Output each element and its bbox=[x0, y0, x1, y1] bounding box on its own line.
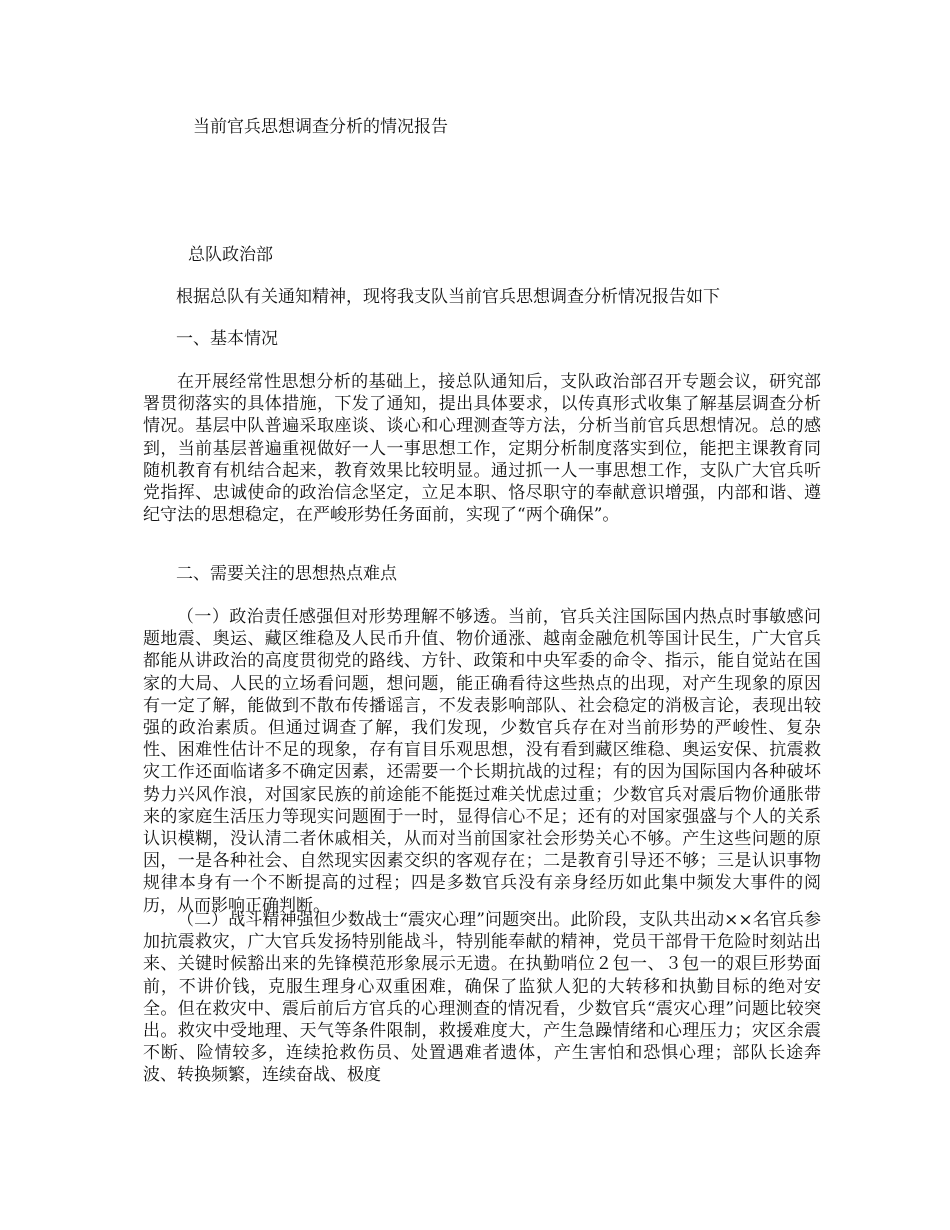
recipient-line: 总队政治部 bbox=[188, 245, 273, 265]
section-heading-hot-topics: 二、需要关注的思想热点难点 bbox=[176, 564, 397, 584]
basic-situation-paragraph: 在开展经常性思想分析的基础上，接总队通知后，支队政治部召开专题会议，研究部署贯彻落实的具体措施，下发了通知，提出具体要求，以传真形式收集了解基层调查分析情况。基层中队普遍采取座谈、谈心和心理测查等方法，分析当前官兵思想情况。总的感到，当前基层普遍重视做好一人一事思想工作，定期分析制度落实到位，能把主课教育同随机教育有机结合起来，教育效果比较明显。通过抓一人一事思想工作，支队广大官兵听党指挥、忠诚使命的政治信念坚定，立足本职、恪尽职守的奉献意识增强，内部和谐、遵纪守法的思想稳定，在严峻形势任务面前，实现了“两个确保”。 bbox=[143, 372, 821, 526]
section-heading-basic-situation: 一、基本情况 bbox=[176, 329, 278, 349]
document-title: 当前官兵思想调查分析的情况报告 bbox=[193, 117, 448, 137]
political-responsibility-paragraph: （一）政治责任感强但对形势理解不够透。当前，官兵关注国际国内热点时事敏感问题地震、奥运、藏区维稳及人民币升值、物价通涨、越南金融危机等国计民生，广大官兵都能从讲政治的高度贯彻党的路线、方针、政策和中央军委的命令、指示，能自觉站在国家的大局、人民的立场看问题，想问题，能正确看待这些热点的出现，对产生现象的原因有一定了解，能做到不散布传播谣言，不发表影响部队、社会稳定的消极言论，表现出较强的政治素质。但通过调查了解，我们发现，少数官兵存在对当前形势的严峻性、复杂性、困难性估计不足的现象，存有盲目乐观思想，没有看到藏区维稳、奥运安保、抗震救灾工作还面临诸多不确定因素，还需要一个长期抗战的过程；有的因为国际国内各种破坏势力兴风作浪，对国家民族的前途能不能挺过难关忧虑过重；少数官兵对震后物价通胀带来的家庭生活压力等现实问题囿于一时，显得信心不足；还有的对国家强盛与个人的关系认识模糊，没认清二者休戚相关，从而对当前国家社会形势关心不够。产生这些问题的原因，一是各种社会、自然现实因素交织的客观存在；二是教育引导还不够；三是认识事物规律本身有一个不断提高的过程；四是多数官兵没有亲身经历如此集中频发大事件的阅历，从而影响正确判断。 bbox=[143, 607, 821, 916]
combat-spirit-paragraph: （二）战斗精神强但少数战士“震灾心理”问题突出。此阶段，支队共出动××名官兵参加抗震救灾，广大官兵发扬特别能战斗，特别能奉献的精神，党员干部骨干危险时刻站出来、关键时候豁出来的先锋模范形象展示无遗。在执勤哨位２包一、３包一的艰巨形势面前，不讲价钱，克服生理身心双重困难，确保了监狱人犯的大转移和执勤目标的绝对安全。但在救灾中、震后前后方官兵的心理测查的情况看，少数官兵“震灾心理”问题比较突出。救灾中受地理、天气等条件限制，救援难度大，产生急躁情绪和心理压力；灾区余震不断、险情较多，连续抢救伤员、处置遇难者遗体，产生害怕和恐惧心理；部队长途奔波、转换频繁，连续奋战、极度 bbox=[143, 910, 821, 1086]
intro-paragraph: 根据总队有关通知精神，现将我支队当前官兵思想调查分析情况报告如下 bbox=[176, 287, 720, 307]
